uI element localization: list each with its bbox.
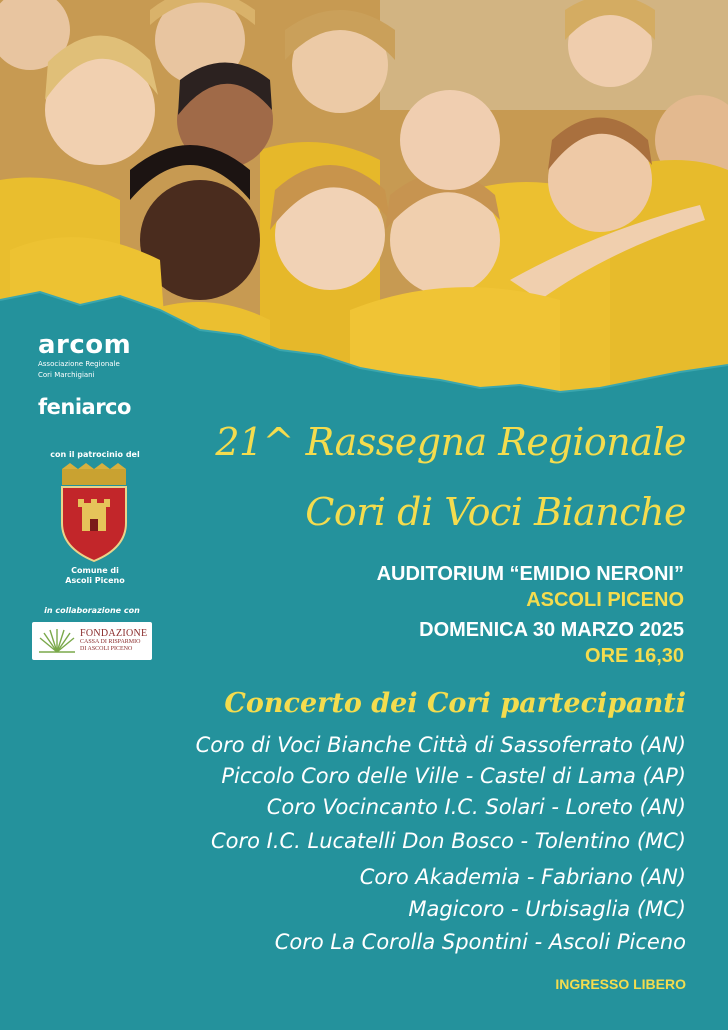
patrocinio-label: con il patrocinio del bbox=[50, 450, 140, 459]
comune-line-1: Comune di bbox=[71, 566, 119, 575]
arcom-subtitle-1: Associazione Regionale bbox=[38, 360, 120, 368]
ingresso-libero: INGRESSO LIBERO bbox=[555, 976, 686, 992]
feniarco-logo bbox=[38, 396, 158, 418]
fondazione-logo bbox=[32, 622, 152, 660]
coro-item: Coro La Corolla Spontini - Ascoli Piceno bbox=[274, 930, 686, 954]
event-title-line-1: 21^ Rassegna Regionale bbox=[215, 420, 686, 464]
date-text: DOMENICA 30 MARZO 2025 bbox=[419, 619, 684, 641]
city-text: ASCOLI PICENO bbox=[526, 589, 684, 611]
coro-item: Magicoro - Urbisaglia (MC) bbox=[408, 897, 686, 921]
time-text: ORE 16,30 bbox=[585, 645, 684, 667]
ascoli-piceno-crest-icon bbox=[58, 463, 130, 563]
feniarco-wordmark: feniarco bbox=[38, 395, 131, 419]
fondazione-fan-icon bbox=[38, 628, 76, 654]
concerto-title: Concerto dei Cori partecipanti bbox=[224, 688, 686, 719]
arcom-subtitle-2: Cori Marchigiani bbox=[38, 371, 95, 379]
event-title-line-2: Cori di Voci Bianche bbox=[305, 490, 686, 534]
collaborazione-label: in collaborazione con bbox=[44, 606, 140, 615]
coro-item: Coro Akademia - Fabriano (AN) bbox=[359, 865, 686, 889]
arcom-wordmark: arcom bbox=[38, 330, 132, 360]
comune-label bbox=[40, 566, 150, 586]
arcom-logo bbox=[38, 332, 158, 380]
fondazione-line-2: CASSA DI RISPARMIO bbox=[80, 639, 141, 645]
fondazione-name: FONDAZIONE bbox=[80, 628, 148, 639]
comune-line-2: Ascoli Piceno bbox=[65, 576, 125, 585]
coro-item: Piccolo Coro delle Ville - Castel di Lama (AP) bbox=[221, 764, 686, 788]
venue-text: AUDITORIUM “EMIDIO NERONI” bbox=[376, 563, 684, 585]
coro-item: Coro Vocincanto I.C. Solari - Loreto (AN) bbox=[266, 795, 686, 819]
fondazione-line-3: DI ASCOLI PICENO bbox=[80, 646, 133, 652]
coro-item: Coro I.C. Lucatelli Don Bosco - Tolentino (MC) bbox=[210, 829, 686, 853]
coro-item: Coro di Voci Bianche Città di Sassoferrato (AN) bbox=[195, 733, 686, 757]
